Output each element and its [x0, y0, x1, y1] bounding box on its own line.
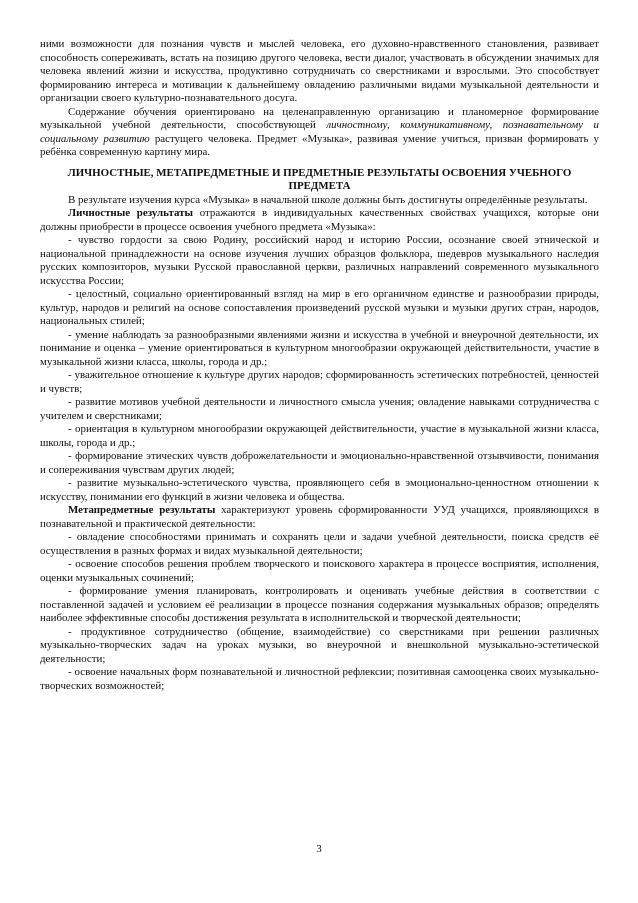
- personal-results-label: Личностные результаты: [68, 207, 193, 219]
- content-paragraph: [40, 106, 599, 160]
- meta-results-label: Метапредметные результаты: [68, 504, 216, 516]
- section-lead: В результате изучения курса «Музыка» в начальной школе должны быть достигнуты определённые результаты.: [68, 193, 588, 206]
- personal-item: - умение наблюдать за разнообразными явлениями жизни и искусства в учебной и внеурочной деятельности, их понимание и оценка – умение ориентироваться в культурном многообразии окружающей действительности, участие в музыкальной жизни класса, школы, города и др.;: [40, 328, 599, 368]
- personal-item: - чувство гордости за свою Родину, российский народ и историю России, осознание своей этнической и национальной принадлежности на основе изучения лучших образцов фольклора, шедевров музыкального наследия русских композиторов, музыки Русской православной церкви, различных направлений современного музыкального искусства России;: [40, 234, 599, 287]
- personal-item: - развитие мотивов учебной деятельности и личностного смысла учения; овладение навыками сотрудничества с учителем и сверстниками;: [40, 396, 599, 422]
- meta-item: - освоение начальных форм познавательной и личностной рефлексии; позитивная самооценка своих музыкально-творческих возможностей;: [40, 666, 599, 692]
- meta-item: - освоение способов решения проблем творческого и поискового характера в процессе восприятия, исполнения, оценки музыкальных сочинений;: [40, 558, 599, 584]
- meta-results-text: характеризуют уровень сформированности УУД учащихся, проявляющихся в познавательной и практической деятельности:: [40, 504, 599, 530]
- page-number: 3: [316, 843, 322, 855]
- content-paragraph-italic: личностному, коммуникативному, познавательному и социальному развитию: [40, 119, 599, 145]
- personal-item: - развитие музыкально-эстетического чувства, проявляющего себя в эмоционально-ценностном отношении к искусству, понимании его функций в жизни человека и общества.: [40, 477, 599, 503]
- personal-item: - уважительное отношение к культуре других народов; сформированность эстетических потребностей, ценностей и чувств;: [40, 369, 599, 395]
- document-page: [40, 38, 599, 693]
- personal-item: - целостный, социально ориентированный взгляд на мир в его органичном единстве и разнообразии природы, культур, народов и религий на основе сопоставления произведений русской музыки и музыки других стран, народов, национальных стилей;: [40, 288, 599, 327]
- personal-item: - ориентация в культурном многообразии окружающей действительности, участие в музыкальной жизни класса, школы, города и др.;: [40, 423, 599, 449]
- content-paragraph-start: Содержание обучения ориентировано на целенаправленную организацию и планомерное формирование музыкальной учебной деятельности, способствующей: [40, 105, 599, 131]
- personal-results-text: отражаются в индивидуальных качественных свойствах учащихся, которые они должны приобрести в процессе освоения учебного предмета «Музыка»:: [40, 207, 599, 233]
- meta-item: - формирование умения планировать, контролировать и оценивать учебные действия в соответствии с поставленной задачей и условием её реализации в процессе познания содержания музыкальных образов; определять наиболее эффективные способы достижения результата в исполнительской и творческой деятельности;: [40, 585, 599, 624]
- personal-item: - формирование этических чувств доброжелательности и эмоционально-нравственной отзывчивости, понимания и сопереживания чувствам других людей;: [40, 450, 599, 476]
- intro-paragraph: ними возможности для познания чувств и мыслей человека, его духовно-нравственного становления, развивает способность сопереживать, встать на позицию другого человека, вести диалог, участвовать в обсуждении значимых для человека явлений жизни и искусства, продуктивно сотрудничать со сверстниками и взрослыми. Это способствует формированию интереса и мотивации к дальнейшему овладению различными видами музыкальной деятельности и организации своего культурно-познавательного досуга.: [40, 38, 599, 104]
- meta-item: - овладение способностями принимать и сохранять цели и задачи учебной деятельности, поиска средств её осуществления в разных формах и видах музыкальной деятельности;: [40, 531, 599, 557]
- personal-results-intro: [40, 207, 599, 234]
- meta-results-intro: [40, 504, 599, 531]
- content-paragraph-end: растущего человека. Предмет «Музыка», развивая умение учиться, призван формировать у ребёнка современную картину мира.: [40, 132, 599, 158]
- meta-item: - продуктивное сотрудничество (общение, взаимодействие) со сверстниками при решении различных музыкально-творческих задач на уроках музыки, во внеурочной и внешкольной музыкально-эстетической деятельности;: [40, 625, 599, 665]
- section-heading: ЛИЧНОСТНЫЕ, МЕТАПРЕДМЕТНЫЕ И ПРЕДМЕТНЫЕ РЕЗУЛЬТАТЫ ОСВОЕНИЯ УЧЕБНОГО ПРЕДМЕТА: [67, 166, 572, 192]
